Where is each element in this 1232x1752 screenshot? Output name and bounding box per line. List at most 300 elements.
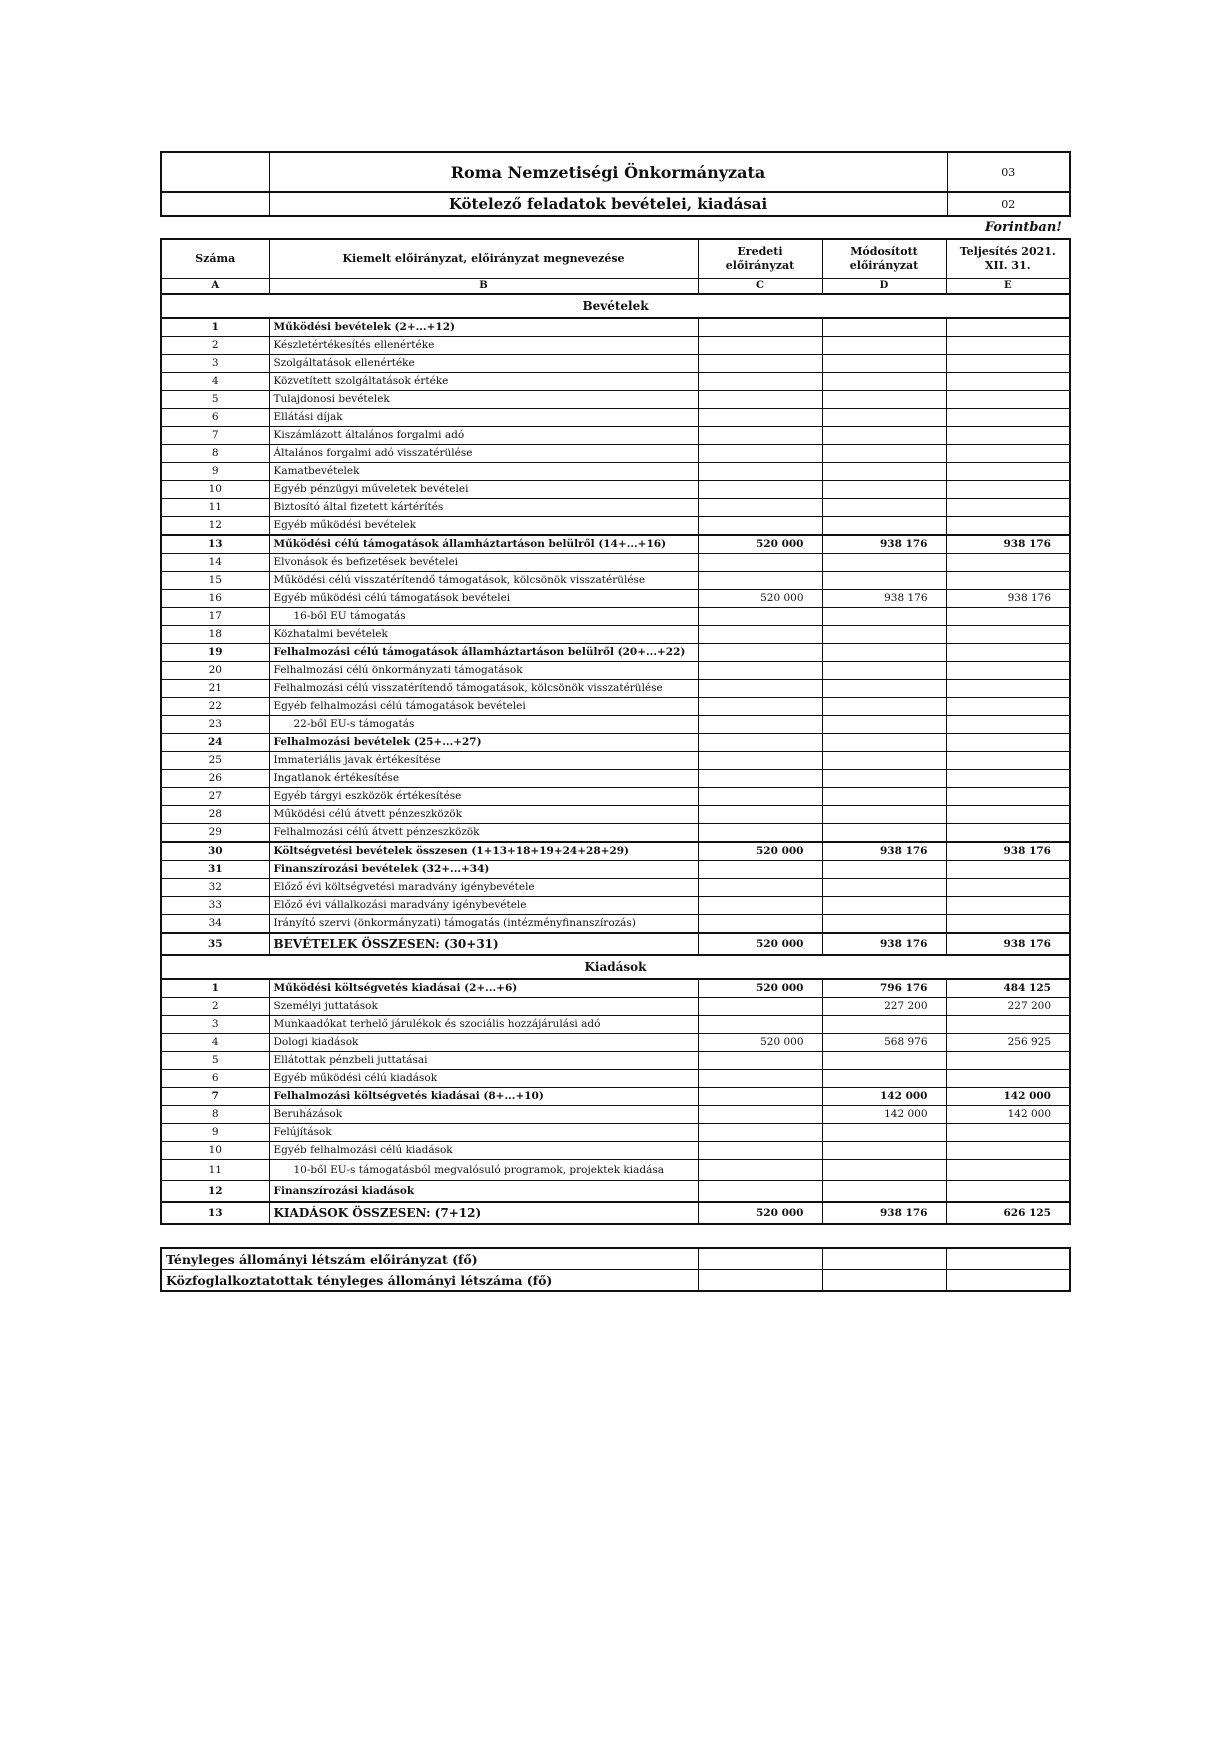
modified-value: [822, 698, 946, 716]
staffing-label: Tényleges állományi létszám előirányzat (fő): [161, 1248, 698, 1270]
modified-value: [822, 445, 946, 463]
performance-value: [946, 752, 1070, 770]
table-row: [161, 517, 1070, 536]
original-value: 520 000: [698, 590, 822, 608]
original-value: [698, 499, 822, 517]
row-label: Felhalmozási célú visszatérítendő támogatások, kölcsönök visszatérülése: [269, 680, 698, 698]
table-row: [161, 590, 1070, 608]
modified-value: [822, 572, 946, 590]
original-value: [698, 1052, 822, 1070]
col-letter: D: [822, 279, 946, 295]
modified-value: [822, 770, 946, 788]
table-row: [161, 1124, 1070, 1142]
original-value: [698, 698, 822, 716]
table-row: [161, 770, 1070, 788]
section-title: Kiadások: [161, 955, 1070, 979]
row-label: Finanszírozási bevételek (32+...+34): [269, 861, 698, 879]
table-row: [161, 1088, 1070, 1106]
row-number: 6: [161, 409, 269, 427]
modified-value: [822, 1181, 946, 1203]
row-label: Közhatalmi bevételek: [269, 626, 698, 644]
modified-value: [822, 373, 946, 391]
original-value: [698, 355, 822, 373]
performance-value: 938 176: [946, 842, 1070, 861]
performance-value: 142 000: [946, 1106, 1070, 1124]
modified-value: [822, 1142, 946, 1160]
modified-value: 938 176: [822, 933, 946, 955]
row-number: 31: [161, 861, 269, 879]
performance-value: [946, 499, 1070, 517]
modified-value: 938 176: [822, 535, 946, 554]
row-label: Felújítások: [269, 1124, 698, 1142]
row-number: 4: [161, 1034, 269, 1052]
modified-value: 938 176: [822, 1202, 946, 1224]
modified-value: 796 176: [822, 979, 946, 998]
table-row: [161, 373, 1070, 391]
row-number: 20: [161, 662, 269, 680]
table-row: [161, 572, 1070, 590]
performance-value: [946, 806, 1070, 824]
table-row: [161, 1202, 1070, 1224]
row-number: 16: [161, 590, 269, 608]
modified-value: [822, 481, 946, 499]
document-title: Roma Nemzetiségi Önkormányzata: [269, 152, 947, 192]
row-number: 12: [161, 517, 269, 536]
row-label: Munkaadókat terhelő járulékok és szociális hozzájárulási adó: [269, 1016, 698, 1034]
row-number: 32: [161, 879, 269, 897]
row-label: 10-ből EU-s támogatásból megvalósuló programok, projektek kiadása: [269, 1160, 698, 1181]
original-value: [698, 1160, 822, 1181]
performance-value: [946, 770, 1070, 788]
row-label: Készletértékesítés ellenértéke: [269, 337, 698, 355]
row-label: Működési célú támogatások államháztartáson belülről (14+...+16): [269, 535, 698, 554]
modified-value: [822, 391, 946, 409]
row-number: 2: [161, 998, 269, 1016]
row-label: 22-ből EU-s támogatás: [269, 716, 698, 734]
row-label: Dologi kiadások: [269, 1034, 698, 1052]
original-value: 520 000: [698, 979, 822, 998]
performance-value: 626 125: [946, 1202, 1070, 1224]
staffing-table: [160, 1247, 1071, 1292]
original-value: [698, 1124, 822, 1142]
table-row: [161, 554, 1070, 572]
performance-value: [946, 318, 1070, 337]
table-row: [161, 427, 1070, 445]
modified-value: [822, 662, 946, 680]
table-row: [161, 806, 1070, 824]
original-value: [698, 1248, 822, 1270]
column-letter-row: [161, 279, 1070, 295]
row-number: 24: [161, 734, 269, 752]
original-value: [698, 897, 822, 915]
row-label: Immateriális javak értékesítése: [269, 752, 698, 770]
row-number: 3: [161, 1016, 269, 1034]
original-value: [698, 481, 822, 499]
original-value: [698, 915, 822, 934]
row-number: 22: [161, 698, 269, 716]
row-label: Ingatlanok értékesítése: [269, 770, 698, 788]
row-label: Irányító szervi (önkormányzati) támogatás (intézményfinanszírozás): [269, 915, 698, 934]
row-number: 13: [161, 535, 269, 554]
row-label: Általános forgalmi adó visszatérülése: [269, 445, 698, 463]
modified-value: [822, 355, 946, 373]
row-label: Felhalmozási célú átvett pénzeszközök: [269, 824, 698, 843]
original-value: [698, 680, 822, 698]
modified-value: [822, 1070, 946, 1088]
table-row: [161, 391, 1070, 409]
performance-value: [946, 337, 1070, 355]
column-header-row: [161, 239, 1070, 279]
table-row: [161, 824, 1070, 843]
original-value: [698, 824, 822, 843]
modified-value: [822, 788, 946, 806]
modified-value: [822, 554, 946, 572]
row-label: Egyéb felhalmozási célú támogatások bevételei: [269, 698, 698, 716]
modified-value: [822, 915, 946, 934]
original-value: 520 000: [698, 1034, 822, 1052]
original-value: [698, 1070, 822, 1088]
table-row: [161, 355, 1070, 373]
row-label: Működési célú átvett pénzeszközök: [269, 806, 698, 824]
modified-value: [822, 318, 946, 337]
modified-value: [822, 734, 946, 752]
table-row: [161, 998, 1070, 1016]
original-value: [698, 879, 822, 897]
original-value: [698, 1016, 822, 1034]
row-label: Felhalmozási célú önkormányzati támogatások: [269, 662, 698, 680]
modified-value: [822, 463, 946, 481]
row-label: Egyéb felhalmozási célú kiadások: [269, 1142, 698, 1160]
budget-table: [160, 238, 1071, 1225]
table-row: [161, 1181, 1070, 1203]
table-row: [161, 499, 1070, 517]
table-row: [161, 1160, 1070, 1181]
row-number: 14: [161, 554, 269, 572]
performance-value: [946, 1160, 1070, 1181]
row-number: 8: [161, 445, 269, 463]
table-row: [161, 1016, 1070, 1034]
row-label: Finanszírozási kiadások: [269, 1181, 698, 1203]
performance-value: 256 925: [946, 1034, 1070, 1052]
row-number: 6: [161, 1070, 269, 1088]
table-row: [161, 445, 1070, 463]
original-value: [698, 1181, 822, 1203]
original-value: [698, 463, 822, 481]
row-number: 29: [161, 824, 269, 843]
modified-value: [822, 680, 946, 698]
row-label: Működési bevételek (2+...+12): [269, 318, 698, 337]
staffing-row: [161, 1270, 1070, 1292]
row-label: Elvonások és befizetések bevételei: [269, 554, 698, 572]
original-value: [698, 662, 822, 680]
document-subtitle: Kötelező feladatok bevételei, kiadásai: [269, 192, 947, 216]
original-value: [698, 427, 822, 445]
original-value: [698, 409, 822, 427]
performance-value: [946, 572, 1070, 590]
original-value: [698, 788, 822, 806]
original-value: 520 000: [698, 842, 822, 861]
performance-value: [946, 644, 1070, 662]
performance-value: [946, 481, 1070, 499]
row-number: 13: [161, 1202, 269, 1224]
modified-value: 568 976: [822, 1034, 946, 1052]
modified-value: [822, 897, 946, 915]
col-letter: C: [698, 279, 822, 295]
performance-value: [946, 680, 1070, 698]
modified-value: 938 176: [822, 842, 946, 861]
performance-value: [946, 1270, 1070, 1292]
original-value: [698, 373, 822, 391]
col-name-header: Kiemelt előirányzat, előirányzat megnevezése: [269, 239, 698, 279]
row-number: 15: [161, 572, 269, 590]
row-number: 10: [161, 1142, 269, 1160]
row-label: Felhalmozási bevételek (25+...+27): [269, 734, 698, 752]
modified-value: [822, 861, 946, 879]
row-label: Egyéb működési célú kiadások: [269, 1070, 698, 1088]
table-row: [161, 481, 1070, 499]
performance-value: [946, 716, 1070, 734]
modified-value: [822, 1270, 946, 1292]
row-number: 2: [161, 337, 269, 355]
modified-value: [822, 1160, 946, 1181]
modified-value: [822, 499, 946, 517]
performance-value: [946, 1142, 1070, 1160]
modified-value: [822, 1052, 946, 1070]
performance-value: 142 000: [946, 1088, 1070, 1106]
modified-value: 142 000: [822, 1088, 946, 1106]
performance-value: [946, 1181, 1070, 1203]
row-label: Egyéb pénzügyi műveletek bevételei: [269, 481, 698, 499]
table-row: [161, 662, 1070, 680]
col-original-header: Eredeti előirányzat: [698, 239, 822, 279]
row-number: 25: [161, 752, 269, 770]
table-row: [161, 680, 1070, 698]
row-label: BEVÉTELEK ÖSSZESEN: (30+31): [269, 933, 698, 955]
row-number: 30: [161, 842, 269, 861]
row-number: 17: [161, 608, 269, 626]
col-modified-header: Módosított előirányzat: [822, 239, 946, 279]
original-value: [698, 861, 822, 879]
modified-value: [822, 1248, 946, 1270]
original-value: [698, 626, 822, 644]
row-number: 26: [161, 770, 269, 788]
performance-value: [946, 445, 1070, 463]
row-number: 7: [161, 427, 269, 445]
table-row: [161, 608, 1070, 626]
modified-value: [822, 806, 946, 824]
table-row: [161, 1034, 1070, 1052]
row-label: Előző évi vállalkozási maradvány igénybevétele: [269, 897, 698, 915]
modified-value: [822, 608, 946, 626]
table-row: [161, 1142, 1070, 1160]
performance-value: [946, 788, 1070, 806]
row-label: Ellátási díjak: [269, 409, 698, 427]
original-value: [698, 445, 822, 463]
table-row: [161, 752, 1070, 770]
original-value: [698, 608, 822, 626]
row-number: 18: [161, 626, 269, 644]
original-value: [698, 1142, 822, 1160]
row-label: Egyéb működési célú támogatások bevételei: [269, 590, 698, 608]
row-label: Felhalmozási célú támogatások államháztartáson belülről (20+...+22): [269, 644, 698, 662]
original-value: [698, 572, 822, 590]
performance-value: 227 200: [946, 998, 1070, 1016]
table-row: [161, 626, 1070, 644]
income-section-heading: [161, 294, 1070, 318]
table-row: [161, 409, 1070, 427]
modified-value: 938 176: [822, 590, 946, 608]
original-value: [698, 1088, 822, 1106]
performance-value: [946, 734, 1070, 752]
modified-value: [822, 427, 946, 445]
col-letter: A: [161, 279, 269, 295]
row-label: Kamatbevételek: [269, 463, 698, 481]
modified-value: 142 000: [822, 1106, 946, 1124]
row-number: 35: [161, 933, 269, 955]
original-value: [698, 391, 822, 409]
original-value: [698, 734, 822, 752]
row-number: 3: [161, 355, 269, 373]
table-row: [161, 644, 1070, 662]
row-label: Közvetített szolgáltatások értéke: [269, 373, 698, 391]
row-label: Kiszámlázott általános forgalmi adó: [269, 427, 698, 445]
table-row: [161, 915, 1070, 934]
expenses-section-heading: [161, 955, 1070, 979]
row-number: 9: [161, 463, 269, 481]
row-label: Beruházások: [269, 1106, 698, 1124]
row-label: Működési célú visszatérítendő támogatások, kölcsönök visszatérülése: [269, 572, 698, 590]
row-label: Személyi juttatások: [269, 998, 698, 1016]
table-row: [161, 788, 1070, 806]
row-number: 19: [161, 644, 269, 662]
performance-value: [946, 554, 1070, 572]
modified-value: [822, 409, 946, 427]
performance-value: [946, 626, 1070, 644]
row-label: Ellátottak pénzbeli juttatásai: [269, 1052, 698, 1070]
original-value: [698, 318, 822, 337]
original-value: [698, 1270, 822, 1292]
original-value: [698, 554, 822, 572]
performance-value: [946, 879, 1070, 897]
row-label: KIADÁSOK ÖSSZESEN: (7+12): [269, 1202, 698, 1224]
row-number: 9: [161, 1124, 269, 1142]
original-value: 520 000: [698, 1202, 822, 1224]
performance-value: [946, 897, 1070, 915]
table-row: [161, 535, 1070, 554]
row-label: Egyéb tárgyi eszközök értékesítése: [269, 788, 698, 806]
row-number: 5: [161, 391, 269, 409]
table-row: [161, 879, 1070, 897]
performance-value: [946, 355, 1070, 373]
table-row: [161, 463, 1070, 481]
performance-value: [946, 1016, 1070, 1034]
row-number: 21: [161, 680, 269, 698]
table-row: [161, 979, 1070, 998]
table-row: [161, 698, 1070, 716]
original-value: [698, 752, 822, 770]
table-row: [161, 933, 1070, 955]
title-code: 03: [947, 152, 1070, 192]
currency-unit-note: Forintban!: [984, 220, 1062, 235]
performance-value: [946, 915, 1070, 934]
performance-value: 938 176: [946, 535, 1070, 554]
performance-value: [946, 373, 1070, 391]
performance-value: [946, 517, 1070, 536]
row-number: 5: [161, 1052, 269, 1070]
table-row: [161, 897, 1070, 915]
performance-value: [946, 824, 1070, 843]
original-value: 520 000: [698, 535, 822, 554]
section-title: Bevételek: [161, 294, 1070, 318]
table-row: [161, 337, 1070, 355]
performance-value: [946, 608, 1070, 626]
staffing-label: Közfoglalkoztatottak tényleges állományi létszáma (fő): [161, 1270, 698, 1292]
original-value: [698, 998, 822, 1016]
performance-value: 938 176: [946, 590, 1070, 608]
row-number: 4: [161, 373, 269, 391]
row-label: Tulajdonosi bevételek: [269, 391, 698, 409]
subtitle-code: 02: [947, 192, 1070, 216]
table-row: [161, 1106, 1070, 1124]
row-number: 12: [161, 1181, 269, 1203]
row-number: 11: [161, 1160, 269, 1181]
performance-value: [946, 1124, 1070, 1142]
row-number: 27: [161, 788, 269, 806]
modified-value: [822, 824, 946, 843]
row-label: 16-ből EU támogatás: [269, 608, 698, 626]
modified-value: [822, 517, 946, 536]
row-number: 34: [161, 915, 269, 934]
modified-value: 227 200: [822, 998, 946, 1016]
row-label: Szolgáltatások ellenértéke: [269, 355, 698, 373]
performance-value: [946, 427, 1070, 445]
staffing-row: [161, 1248, 1070, 1270]
table-row: [161, 734, 1070, 752]
modified-value: [822, 879, 946, 897]
performance-value: 484 125: [946, 979, 1070, 998]
performance-value: [946, 1070, 1070, 1088]
row-number: 33: [161, 897, 269, 915]
row-number: 1: [161, 979, 269, 998]
modified-value: [822, 752, 946, 770]
performance-value: [946, 463, 1070, 481]
performance-value: [946, 1248, 1070, 1270]
modified-value: [822, 337, 946, 355]
original-value: [698, 806, 822, 824]
row-label: Költségvetési bevételek összesen (1+13+18+19+24+28+29): [269, 842, 698, 861]
row-number: 8: [161, 1106, 269, 1124]
col-number-header: Száma: [161, 239, 269, 279]
row-label: Működési költségvetés kiadásai (2+...+6): [269, 979, 698, 998]
performance-value: [946, 861, 1070, 879]
performance-value: [946, 698, 1070, 716]
row-number: 11: [161, 499, 269, 517]
performance-value: [946, 1052, 1070, 1070]
modified-value: [822, 626, 946, 644]
row-number: 1: [161, 318, 269, 337]
modified-value: [822, 644, 946, 662]
performance-value: [946, 409, 1070, 427]
col-letter: B: [269, 279, 698, 295]
col-letter: E: [946, 279, 1070, 295]
col-performance-header: Teljesítés 2021. XII. 31.: [946, 239, 1070, 279]
row-number: 7: [161, 1088, 269, 1106]
row-number: 10: [161, 481, 269, 499]
table-row: [161, 1070, 1070, 1088]
performance-value: [946, 391, 1070, 409]
original-value: [698, 644, 822, 662]
table-row: [161, 1052, 1070, 1070]
